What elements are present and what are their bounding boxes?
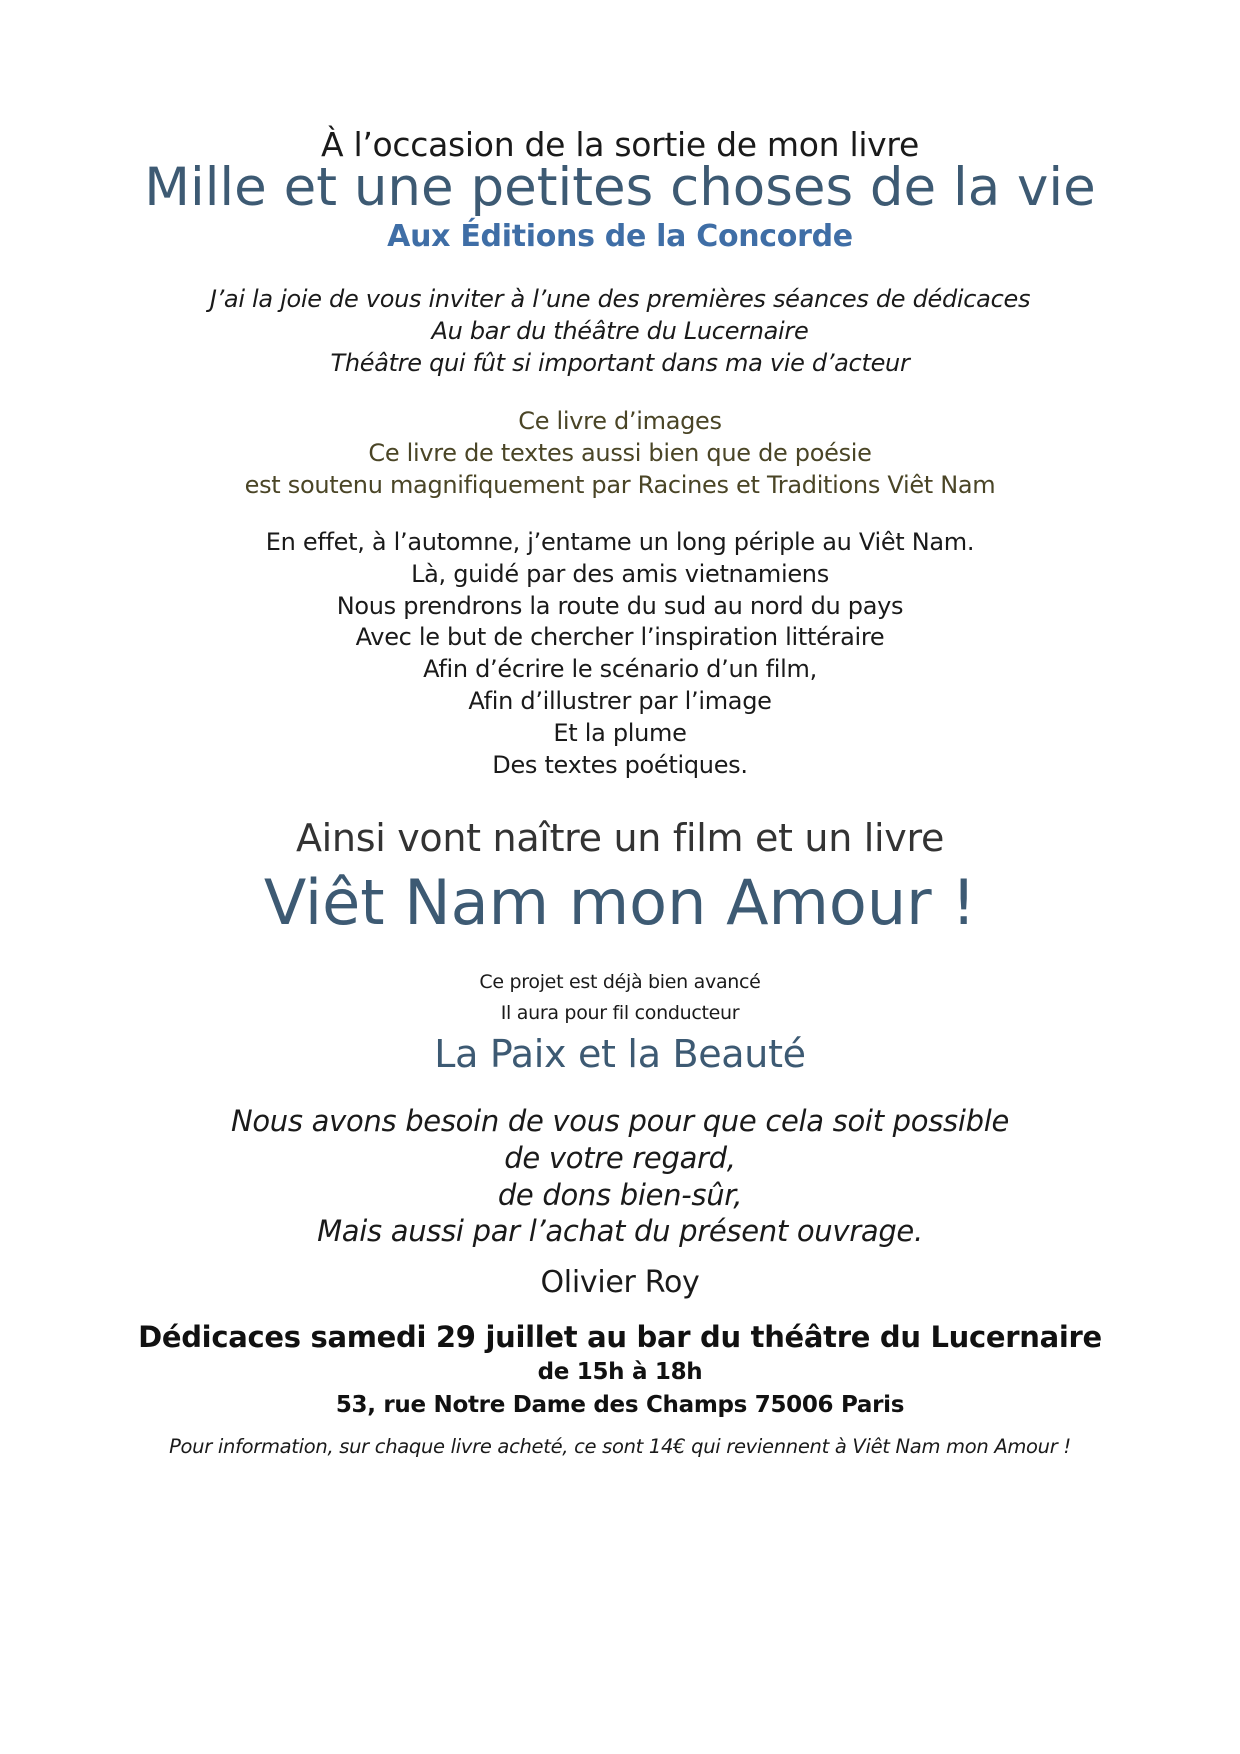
journey-line: Des textes poétiques. <box>492 751 748 779</box>
intro-line: À l’occasion de la sortie de mon livre <box>321 125 919 164</box>
project-info-line: Il aura pour fil conducteur <box>500 1002 740 1024</box>
project-info-line: Ce projet est déjà bien avancé <box>479 971 761 993</box>
ainsi-line: Ainsi vont naître un film et un livre <box>295 816 945 860</box>
footnote-line: Pour information, sur chaque livre acheté, ce sont 14€ qui reviennent à Viêt Nam mon Amour ! <box>169 1435 1071 1458</box>
journey-line: Nous prendrons la route du sud au nord du pays <box>336 592 904 620</box>
journey-line: Avec le but de chercher l’inspiration littéraire <box>355 623 885 651</box>
book-title: Mille et une petites choses de la vie <box>144 157 1096 218</box>
journey-line: Et la plume <box>553 719 687 747</box>
journey-line: En effet, à l’automne, j’entame un long périple au Viêt Nam. <box>265 528 975 556</box>
invitation-line: J’ai la joie de vous inviter à l’une des premières séances de dédicaces <box>209 285 1031 313</box>
project-title: Viêt Nam mon Amour ! <box>263 866 977 939</box>
event-time-line: de 15h à 18h <box>537 1359 703 1385</box>
support-line: est soutenu magnifiquement par Racines et Traditions Viêt Nam <box>244 471 996 499</box>
event-address-line: 53, rue Notre Dame des Champs 75006 Paris <box>335 1392 905 1418</box>
invitation-line: Au bar du théâtre du Lucernaire <box>431 317 809 345</box>
event-main-line: Dédicaces samedi 29 juillet au bar du théâtre du Lucernaire <box>138 1320 1102 1354</box>
author-name: Olivier Roy <box>540 1265 700 1300</box>
journey-line: Afin d’écrire le scénario d’un film, <box>423 655 817 683</box>
theme-title: La Paix et la Beauté <box>434 1032 806 1076</box>
publisher-line: Aux Éditions de la Concorde <box>387 219 853 254</box>
need-line: Nous avons besoin de vous pour que cela soit possible <box>230 1104 1010 1138</box>
invitation-line: Théâtre qui fût si important dans ma vie d’acteur <box>330 349 910 377</box>
need-line: Mais aussi par l’achat du présent ouvrage. <box>317 1214 923 1248</box>
need-line: de dons bien-sûr, <box>497 1178 743 1212</box>
support-line: Ce livre d’images <box>518 407 722 435</box>
journey-line: Afin d’illustrer par l’image <box>468 687 772 715</box>
support-line: Ce livre de textes aussi bien que de poésie <box>368 439 872 467</box>
journey-line: Là, guidé par des amis vietnamiens <box>411 560 829 588</box>
need-line: de votre regard, <box>504 1141 736 1175</box>
